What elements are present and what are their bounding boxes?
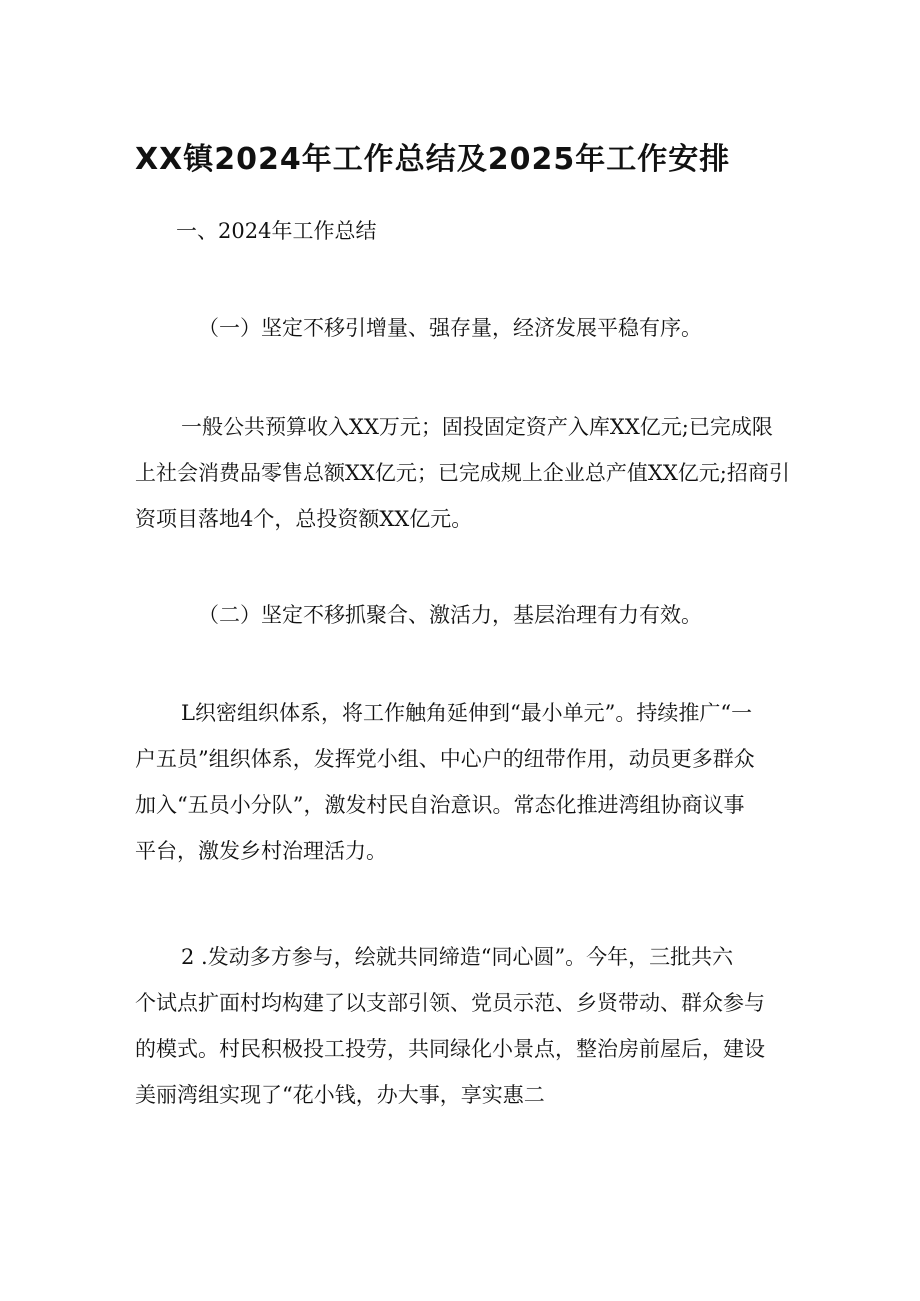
- subsection-heading-2: （二）坚定不移抓聚合、激活力，基层治理有力有效。: [198, 603, 702, 627]
- paragraph-line: 美丽湾组实现了“花小钱，办大事，享实惠二: [135, 1083, 545, 1107]
- paragraph-participation: [135, 934, 785, 1118]
- paragraph-line: L织密组织体系，将工作触角延伸到“最小单元”。持续推广“一: [181, 701, 753, 725]
- paragraph-line: 2 .发动多方参与，绘就共同缔造“同心圆”。今年，三批共六: [181, 945, 734, 969]
- paragraph-budget: [135, 404, 790, 542]
- paragraph-line: 户五员”组织体系，发挥党小组、中心户的纽带作用，动员更多群众: [135, 747, 755, 771]
- subsection-heading-1: （一）坚定不移引增量、强存量，经济发展平稳有序。: [198, 316, 702, 340]
- paragraph-line: 加入“五员小分队”，激发村民自治意识。常态化推进湾组协商议事: [135, 793, 745, 817]
- document-title: XX镇2024年工作总结及2025年工作安排: [135, 142, 731, 177]
- paragraph-line: 资项目落地4个，总投资额XX亿元。: [135, 507, 473, 531]
- section-heading-1: 一、2024年工作总结: [176, 219, 377, 243]
- paragraph-line: 一般公共预算收入XX万元；固投固定资产入库XX亿元;已完成限: [181, 415, 773, 439]
- paragraph-line: 上社会消费品零售总额XX亿元；已完成规上企业总产值XX亿元;招商引: [135, 461, 790, 485]
- paragraph-line: 的模式。村民积极投工投劳，共同绿化小景点，整治房前屋后，建设: [135, 1037, 765, 1061]
- paragraph-line: 个试点扩面村均构建了以支部引领、党员示范、乡贤带动、群众参与: [135, 991, 765, 1015]
- paragraph-line: 平台，激发乡村治理活力。: [135, 839, 387, 863]
- paragraph-organization: [135, 690, 785, 874]
